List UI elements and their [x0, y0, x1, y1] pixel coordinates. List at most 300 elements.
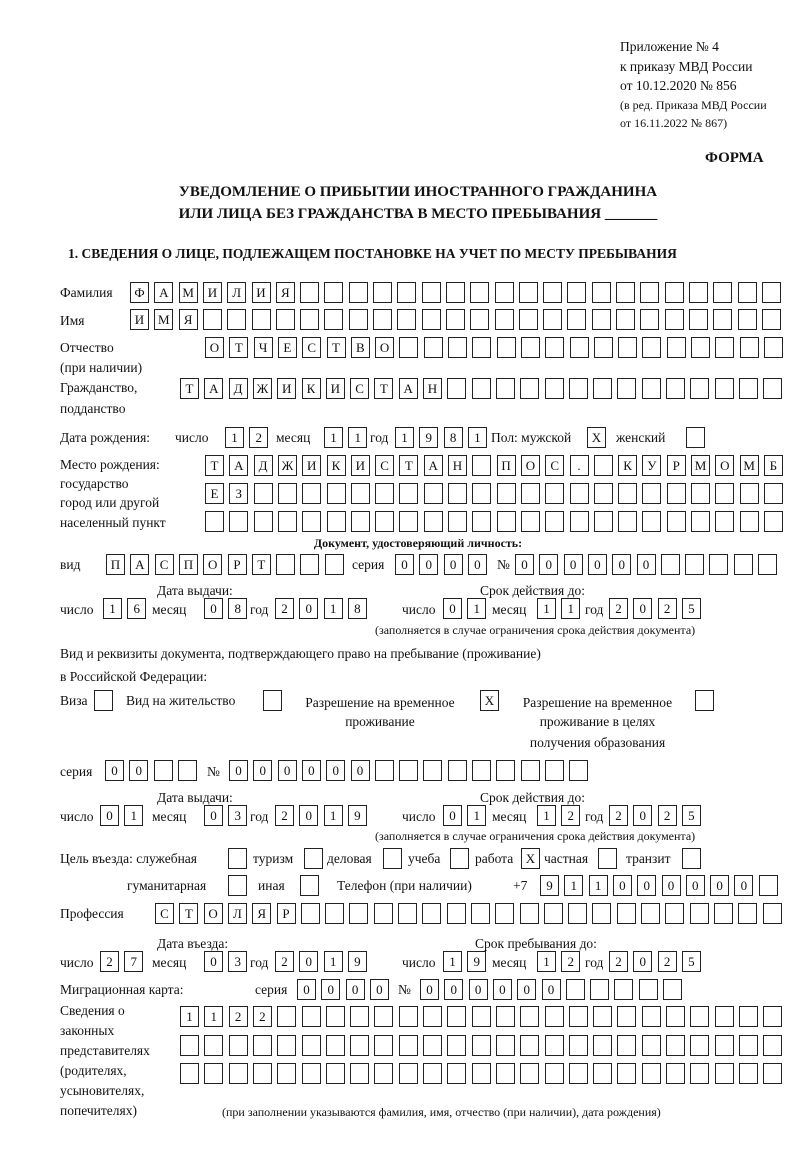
name-char-box[interactable]	[616, 309, 635, 330]
patronymic-char-box[interactable]: Ч	[254, 337, 273, 358]
purpose-other-checkbox[interactable]	[300, 875, 319, 896]
entry-year-char-box[interactable]: 2	[275, 951, 294, 972]
mc-number-char-box[interactable]: 0	[469, 979, 488, 1000]
reps-row3-char-box[interactable]	[642, 1063, 661, 1084]
birthplace-row3-char-box[interactable]	[254, 511, 273, 532]
reps-row2-char-box[interactable]	[617, 1035, 636, 1056]
rd-series-char-box[interactable]: 0	[105, 760, 124, 781]
reps-row1-char-box[interactable]	[326, 1006, 345, 1027]
birthplace-row2-char-box[interactable]	[351, 483, 370, 504]
citizenship-char-box[interactable]	[593, 378, 612, 399]
citizenship-char-box[interactable]	[472, 378, 491, 399]
name-char-box[interactable]	[470, 309, 489, 330]
surname-char-box[interactable]	[300, 282, 319, 303]
birthplace-row1-char-box[interactable]: К	[618, 455, 637, 476]
id-issue-month-char-box[interactable]: 8	[228, 598, 247, 619]
name-char-box[interactable]	[543, 309, 562, 330]
reps-row2-char-box[interactable]	[423, 1035, 442, 1056]
patronymic-char-box[interactable]	[399, 337, 418, 358]
rd-number-char-box[interactable]: 0	[302, 760, 321, 781]
reps-row2-char-box[interactable]	[277, 1035, 296, 1056]
birthplace-row3-char-box[interactable]	[229, 511, 248, 532]
birthplace-row2-char-box[interactable]	[545, 483, 564, 504]
id-series-char-box[interactable]: 0	[468, 554, 487, 575]
reps-row3-char-box[interactable]	[374, 1063, 393, 1084]
birthplace-row1-char-box[interactable]	[472, 455, 491, 476]
citizenship-char-box[interactable]	[715, 378, 734, 399]
rd-number-char-box[interactable]	[375, 760, 394, 781]
reps-row2-char-box[interactable]	[569, 1035, 588, 1056]
citizenship-char-box[interactable]	[520, 378, 539, 399]
profession-char-box[interactable]: С	[155, 903, 174, 924]
birthplace-row3-char-box[interactable]	[327, 511, 346, 532]
patronymic-char-box[interactable]	[764, 337, 783, 358]
id-valid-month-char-box[interactable]: 1	[537, 598, 556, 619]
profession-char-box[interactable]	[471, 903, 490, 924]
mc-number-char-box[interactable]	[663, 979, 682, 1000]
reps-row3-char-box[interactable]	[569, 1063, 588, 1084]
rd-issue-month-char-box[interactable]: 0	[204, 805, 223, 826]
patronymic-char-box[interactable]	[448, 337, 467, 358]
name-char-box[interactable]	[397, 309, 416, 330]
rd-number-char-box[interactable]: 0	[326, 760, 345, 781]
birthplace-row3-char-box[interactable]	[764, 511, 783, 532]
id-number-char-box[interactable]: 0	[564, 554, 583, 575]
birth-day-char-box[interactable]: 2	[249, 427, 268, 448]
patronymic-char-box[interactable]	[521, 337, 540, 358]
reps-row2-char-box[interactable]	[229, 1035, 248, 1056]
surname-char-box[interactable]	[689, 282, 708, 303]
reps-row2-char-box[interactable]	[399, 1035, 418, 1056]
reps-row3-char-box[interactable]	[229, 1063, 248, 1084]
profession-char-box[interactable]	[374, 903, 393, 924]
birthplace-row2-char-box[interactable]	[740, 483, 759, 504]
reps-row1-char-box[interactable]	[642, 1006, 661, 1027]
rd-number-char-box[interactable]	[448, 760, 467, 781]
name-char-box[interactable]	[689, 309, 708, 330]
id-kind-char-box[interactable]: А	[130, 554, 149, 575]
reps-row2-char-box[interactable]	[204, 1035, 223, 1056]
profession-char-box[interactable]: Л	[228, 903, 247, 924]
birthplace-row2-char-box[interactable]	[618, 483, 637, 504]
phone-char-box[interactable]: 0	[613, 875, 632, 896]
purpose-official-checkbox[interactable]	[228, 848, 247, 869]
purpose-tourism-checkbox[interactable]	[304, 848, 323, 869]
birthplace-row2-char-box[interactable]	[327, 483, 346, 504]
reps-row2-char-box[interactable]	[350, 1035, 369, 1056]
birthplace-row2-char-box[interactable]: Е	[205, 483, 224, 504]
birthplace-row3-char-box[interactable]	[545, 511, 564, 532]
stay-year-char-box[interactable]: 2	[609, 951, 628, 972]
phone-char-box[interactable]: 0	[637, 875, 656, 896]
surname-char-box[interactable]	[665, 282, 684, 303]
id-kind-char-box[interactable]	[300, 554, 319, 575]
name-char-box[interactable]	[713, 309, 732, 330]
rd-issue-day-char-box[interactable]: 0	[100, 805, 119, 826]
rd-series-char-box[interactable]	[178, 760, 197, 781]
reps-row3-char-box[interactable]	[666, 1063, 685, 1084]
reps-row2-char-box[interactable]	[739, 1035, 758, 1056]
birthplace-row1-char-box[interactable]: М	[691, 455, 710, 476]
birthplace-row1-char-box[interactable]: А	[229, 455, 248, 476]
reps-row1-char-box[interactable]	[739, 1006, 758, 1027]
birthplace-row3-char-box[interactable]	[205, 511, 224, 532]
reps-row2-char-box[interactable]	[253, 1035, 272, 1056]
residence-checkbox[interactable]	[263, 690, 282, 711]
profession-char-box[interactable]	[447, 903, 466, 924]
reps-row1-char-box[interactable]: 1	[204, 1006, 223, 1027]
name-char-box[interactable]	[446, 309, 465, 330]
birthplace-row1-char-box[interactable]: Р	[667, 455, 686, 476]
birthplace-row3-char-box[interactable]	[594, 511, 613, 532]
rd-number-char-box[interactable]	[569, 760, 588, 781]
surname-char-box[interactable]	[616, 282, 635, 303]
profession-char-box[interactable]	[738, 903, 757, 924]
reps-row3-char-box[interactable]	[447, 1063, 466, 1084]
id-series-char-box[interactable]: 0	[444, 554, 463, 575]
birthplace-row2-char-box[interactable]	[375, 483, 394, 504]
birthplace-row2-char-box[interactable]	[302, 483, 321, 504]
patronymic-char-box[interactable]	[424, 337, 443, 358]
patronymic-char-box[interactable]: Т	[327, 337, 346, 358]
purpose-business-checkbox[interactable]	[383, 848, 402, 869]
id-number-char-box[interactable]: 0	[515, 554, 534, 575]
birthplace-row3-char-box[interactable]	[618, 511, 637, 532]
birthplace-row1-char-box[interactable]: И	[302, 455, 321, 476]
surname-char-box[interactable]: Я	[276, 282, 295, 303]
profession-char-box[interactable]	[422, 903, 441, 924]
surname-char-box[interactable]: Л	[227, 282, 246, 303]
reps-row1-char-box[interactable]	[690, 1006, 709, 1027]
reps-row3-char-box[interactable]	[472, 1063, 491, 1084]
birthplace-row1-char-box[interactable]: Н	[448, 455, 467, 476]
birthplace-row3-char-box[interactable]	[667, 511, 686, 532]
surname-char-box[interactable]	[567, 282, 586, 303]
id-number-char-box[interactable]	[758, 554, 777, 575]
name-char-box[interactable]	[640, 309, 659, 330]
mc-number-char-box[interactable]: 0	[420, 979, 439, 1000]
patronymic-char-box[interactable]: В	[351, 337, 370, 358]
profession-char-box[interactable]	[592, 903, 611, 924]
birthplace-row1-char-box[interactable]: О	[715, 455, 734, 476]
surname-char-box[interactable]	[592, 282, 611, 303]
name-char-box[interactable]	[227, 309, 246, 330]
rd-valid-month-char-box[interactable]: 1	[537, 805, 556, 826]
citizenship-char-box[interactable]: С	[350, 378, 369, 399]
birthplace-row3-char-box[interactable]	[740, 511, 759, 532]
id-kind-char-box[interactable]: О	[203, 554, 222, 575]
entry-month-char-box[interactable]: 3	[228, 951, 247, 972]
profession-char-box[interactable]: Я	[252, 903, 271, 924]
citizenship-char-box[interactable]	[666, 378, 685, 399]
birthplace-row2-char-box[interactable]	[642, 483, 661, 504]
birthplace-row3-char-box[interactable]	[375, 511, 394, 532]
birthplace-row1-char-box[interactable]: С	[375, 455, 394, 476]
entry-year-char-box[interactable]: 1	[324, 951, 343, 972]
patronymic-char-box[interactable]	[472, 337, 491, 358]
reps-row2-char-box[interactable]	[180, 1035, 199, 1056]
id-number-char-box[interactable]	[709, 554, 728, 575]
id-number-char-box[interactable]: 0	[612, 554, 631, 575]
entry-month-char-box[interactable]: 0	[204, 951, 223, 972]
reps-row1-char-box[interactable]	[399, 1006, 418, 1027]
reps-row2-char-box[interactable]	[496, 1035, 515, 1056]
birth-day-char-box[interactable]: 1	[225, 427, 244, 448]
birthplace-row1-char-box[interactable]: Т	[399, 455, 418, 476]
id-valid-year-char-box[interactable]: 5	[682, 598, 701, 619]
entry-day-char-box[interactable]: 7	[124, 951, 143, 972]
name-char-box[interactable]	[738, 309, 757, 330]
reps-row1-char-box[interactable]	[423, 1006, 442, 1027]
id-issue-day-char-box[interactable]: 6	[127, 598, 146, 619]
profession-char-box[interactable]	[495, 903, 514, 924]
reps-row1-char-box[interactable]	[569, 1006, 588, 1027]
entry-day-char-box[interactable]: 2	[100, 951, 119, 972]
rd-valid-month-char-box[interactable]: 2	[561, 805, 580, 826]
citizenship-char-box[interactable]	[739, 378, 758, 399]
stay-day-char-box[interactable]: 1	[443, 951, 462, 972]
reps-row1-char-box[interactable]	[374, 1006, 393, 1027]
citizenship-char-box[interactable]: Д	[229, 378, 248, 399]
reps-row3-char-box[interactable]	[520, 1063, 539, 1084]
mc-number-char-box[interactable]: 0	[493, 979, 512, 1000]
patronymic-char-box[interactable]	[545, 337, 564, 358]
name-char-box[interactable]	[373, 309, 392, 330]
rd-issue-year-char-box[interactable]: 9	[348, 805, 367, 826]
birthplace-row1-char-box[interactable]: М	[740, 455, 759, 476]
reps-row3-char-box[interactable]	[715, 1063, 734, 1084]
rd-valid-day-char-box[interactable]: 1	[467, 805, 486, 826]
reps-row1-char-box[interactable]	[447, 1006, 466, 1027]
reps-row1-char-box[interactable]	[277, 1006, 296, 1027]
surname-char-box[interactable]	[762, 282, 781, 303]
reps-row1-char-box[interactable]	[763, 1006, 782, 1027]
surname-char-box[interactable]	[713, 282, 732, 303]
name-char-box[interactable]	[324, 309, 343, 330]
birthplace-row2-char-box[interactable]	[594, 483, 613, 504]
mc-series-char-box[interactable]: 0	[321, 979, 340, 1000]
rd-number-char-box[interactable]	[472, 760, 491, 781]
reps-row2-char-box[interactable]	[593, 1035, 612, 1056]
stay-month-char-box[interactable]: 2	[561, 951, 580, 972]
reps-row3-char-box[interactable]	[763, 1063, 782, 1084]
reps-row3-char-box[interactable]	[399, 1063, 418, 1084]
profession-char-box[interactable]	[325, 903, 344, 924]
rd-number-char-box[interactable]	[496, 760, 515, 781]
birth-year-char-box[interactable]: 1	[395, 427, 414, 448]
surname-char-box[interactable]	[519, 282, 538, 303]
name-char-box[interactable]	[252, 309, 271, 330]
citizenship-char-box[interactable]: Ж	[253, 378, 272, 399]
mc-number-char-box[interactable]	[590, 979, 609, 1000]
purpose-work-checkbox[interactable]: X	[521, 848, 540, 869]
birthplace-row2-char-box[interactable]	[570, 483, 589, 504]
rd-number-char-box[interactable]: 0	[229, 760, 248, 781]
name-char-box[interactable]	[762, 309, 781, 330]
trp-checkbox[interactable]: X	[480, 690, 499, 711]
name-char-box[interactable]: М	[154, 309, 173, 330]
phone-char-box[interactable]: 1	[564, 875, 583, 896]
birthplace-row2-char-box[interactable]	[521, 483, 540, 504]
profession-char-box[interactable]	[690, 903, 709, 924]
reps-row3-char-box[interactable]	[180, 1063, 199, 1084]
reps-row2-char-box[interactable]	[520, 1035, 539, 1056]
rd-series-char-box[interactable]	[154, 760, 173, 781]
reps-row3-char-box[interactable]	[617, 1063, 636, 1084]
stay-year-char-box[interactable]: 0	[633, 951, 652, 972]
reps-row2-char-box[interactable]	[690, 1035, 709, 1056]
surname-char-box[interactable]: И	[203, 282, 222, 303]
rd-number-char-box[interactable]: 0	[278, 760, 297, 781]
rd-number-char-box[interactable]	[521, 760, 540, 781]
birthplace-row2-char-box[interactable]	[278, 483, 297, 504]
reps-row1-char-box[interactable]	[666, 1006, 685, 1027]
birth-month-char-box[interactable]: 1	[348, 427, 367, 448]
reps-row3-char-box[interactable]	[690, 1063, 709, 1084]
name-char-box[interactable]	[349, 309, 368, 330]
purpose-study-checkbox[interactable]	[450, 848, 469, 869]
mc-series-char-box[interactable]: 0	[346, 979, 365, 1000]
id-series-char-box[interactable]: 0	[395, 554, 414, 575]
id-issue-year-char-box[interactable]: 2	[275, 598, 294, 619]
purpose-humanitarian-checkbox[interactable]	[228, 875, 247, 896]
reps-row2-char-box[interactable]	[666, 1035, 685, 1056]
reps-row3-char-box[interactable]	[593, 1063, 612, 1084]
birthplace-row1-char-box[interactable]: И	[351, 455, 370, 476]
profession-char-box[interactable]	[398, 903, 417, 924]
reps-row1-char-box[interactable]: 2	[253, 1006, 272, 1027]
id-valid-year-char-box[interactable]: 2	[658, 598, 677, 619]
rd-valid-year-char-box[interactable]: 0	[633, 805, 652, 826]
citizenship-char-box[interactable]: А	[399, 378, 418, 399]
id-number-char-box[interactable]	[685, 554, 704, 575]
surname-char-box[interactable]	[324, 282, 343, 303]
id-valid-year-char-box[interactable]: 2	[609, 598, 628, 619]
patronymic-char-box[interactable]	[570, 337, 589, 358]
patronymic-char-box[interactable]	[691, 337, 710, 358]
name-char-box[interactable]: И	[130, 309, 149, 330]
entry-year-char-box[interactable]: 9	[348, 951, 367, 972]
surname-char-box[interactable]	[373, 282, 392, 303]
name-char-box[interactable]	[592, 309, 611, 330]
rd-number-char-box[interactable]	[423, 760, 442, 781]
citizenship-char-box[interactable]	[690, 378, 709, 399]
birthplace-row3-char-box[interactable]	[570, 511, 589, 532]
surname-char-box[interactable]	[738, 282, 757, 303]
mc-number-char-box[interactable]	[639, 979, 658, 1000]
rd-valid-day-char-box[interactable]: 0	[443, 805, 462, 826]
profession-char-box[interactable]: Р	[277, 903, 296, 924]
name-char-box[interactable]	[203, 309, 222, 330]
patronymic-char-box[interactable]	[667, 337, 686, 358]
birthplace-row3-char-box[interactable]	[448, 511, 467, 532]
birthplace-row3-char-box[interactable]	[497, 511, 516, 532]
reps-row1-char-box[interactable]	[472, 1006, 491, 1027]
id-kind-char-box[interactable]: Т	[252, 554, 271, 575]
birthplace-row1-char-box[interactable]: А	[424, 455, 443, 476]
surname-char-box[interactable]: А	[154, 282, 173, 303]
reps-row2-char-box[interactable]	[472, 1035, 491, 1056]
profession-char-box[interactable]	[763, 903, 782, 924]
birthplace-row1-char-box[interactable]: П	[497, 455, 516, 476]
mc-series-char-box[interactable]: 0	[370, 979, 389, 1000]
mc-number-char-box[interactable]: 0	[517, 979, 536, 1000]
name-char-box[interactable]	[300, 309, 319, 330]
reps-row3-char-box[interactable]	[302, 1063, 321, 1084]
reps-row3-char-box[interactable]	[253, 1063, 272, 1084]
id-kind-char-box[interactable]: П	[179, 554, 198, 575]
profession-char-box[interactable]: Т	[179, 903, 198, 924]
reps-row2-char-box[interactable]	[715, 1035, 734, 1056]
birthplace-row3-char-box[interactable]	[399, 511, 418, 532]
stay-day-char-box[interactable]: 9	[467, 951, 486, 972]
phone-char-box[interactable]: 9	[540, 875, 559, 896]
rd-valid-year-char-box[interactable]: 2	[658, 805, 677, 826]
birthplace-row2-char-box[interactable]	[424, 483, 443, 504]
birth-year-char-box[interactable]: 1	[468, 427, 487, 448]
reps-row1-char-box[interactable]	[302, 1006, 321, 1027]
profession-char-box[interactable]	[641, 903, 660, 924]
reps-row1-char-box[interactable]	[520, 1006, 539, 1027]
rd-number-char-box[interactable]	[545, 760, 564, 781]
patronymic-char-box[interactable]	[740, 337, 759, 358]
mc-number-char-box[interactable]: 0	[444, 979, 463, 1000]
rd-issue-year-char-box[interactable]: 1	[324, 805, 343, 826]
patronymic-char-box[interactable]	[618, 337, 637, 358]
id-kind-char-box[interactable]	[325, 554, 344, 575]
rd-series-char-box[interactable]: 0	[129, 760, 148, 781]
id-issue-year-char-box[interactable]: 1	[324, 598, 343, 619]
patronymic-char-box[interactable]	[715, 337, 734, 358]
rd-valid-year-char-box[interactable]: 2	[609, 805, 628, 826]
reps-row2-char-box[interactable]	[374, 1035, 393, 1056]
patronymic-char-box[interactable]	[642, 337, 661, 358]
reps-row1-char-box[interactable]	[496, 1006, 515, 1027]
patronymic-char-box[interactable]	[497, 337, 516, 358]
citizenship-char-box[interactable]: Т	[374, 378, 393, 399]
surname-char-box[interactable]	[397, 282, 416, 303]
reps-row1-char-box[interactable]	[617, 1006, 636, 1027]
name-char-box[interactable]	[665, 309, 684, 330]
id-issue-year-char-box[interactable]: 8	[348, 598, 367, 619]
reps-row1-char-box[interactable]	[715, 1006, 734, 1027]
id-kind-char-box[interactable]: С	[155, 554, 174, 575]
birthplace-row1-char-box[interactable]: Б	[764, 455, 783, 476]
citizenship-char-box[interactable]: И	[277, 378, 296, 399]
birth-year-char-box[interactable]: 9	[419, 427, 438, 448]
id-kind-char-box[interactable]: П	[106, 554, 125, 575]
birthplace-row3-char-box[interactable]	[642, 511, 661, 532]
birthplace-row3-char-box[interactable]	[351, 511, 370, 532]
birthplace-row3-char-box[interactable]	[278, 511, 297, 532]
patronymic-char-box[interactable]	[594, 337, 613, 358]
phone-char-box[interactable]: 0	[734, 875, 753, 896]
birthplace-row2-char-box[interactable]	[497, 483, 516, 504]
name-char-box[interactable]	[276, 309, 295, 330]
id-valid-day-char-box[interactable]: 1	[467, 598, 486, 619]
birthplace-row3-char-box[interactable]	[302, 511, 321, 532]
reps-row2-char-box[interactable]	[326, 1035, 345, 1056]
reps-row3-char-box[interactable]	[204, 1063, 223, 1084]
purpose-private-checkbox[interactable]	[598, 848, 617, 869]
citizenship-char-box[interactable]	[642, 378, 661, 399]
surname-char-box[interactable]	[422, 282, 441, 303]
name-char-box[interactable]	[519, 309, 538, 330]
birthplace-row2-char-box[interactable]	[691, 483, 710, 504]
purpose-transit-checkbox[interactable]	[682, 848, 701, 869]
id-issue-year-char-box[interactable]: 0	[299, 598, 318, 619]
surname-char-box[interactable]	[470, 282, 489, 303]
